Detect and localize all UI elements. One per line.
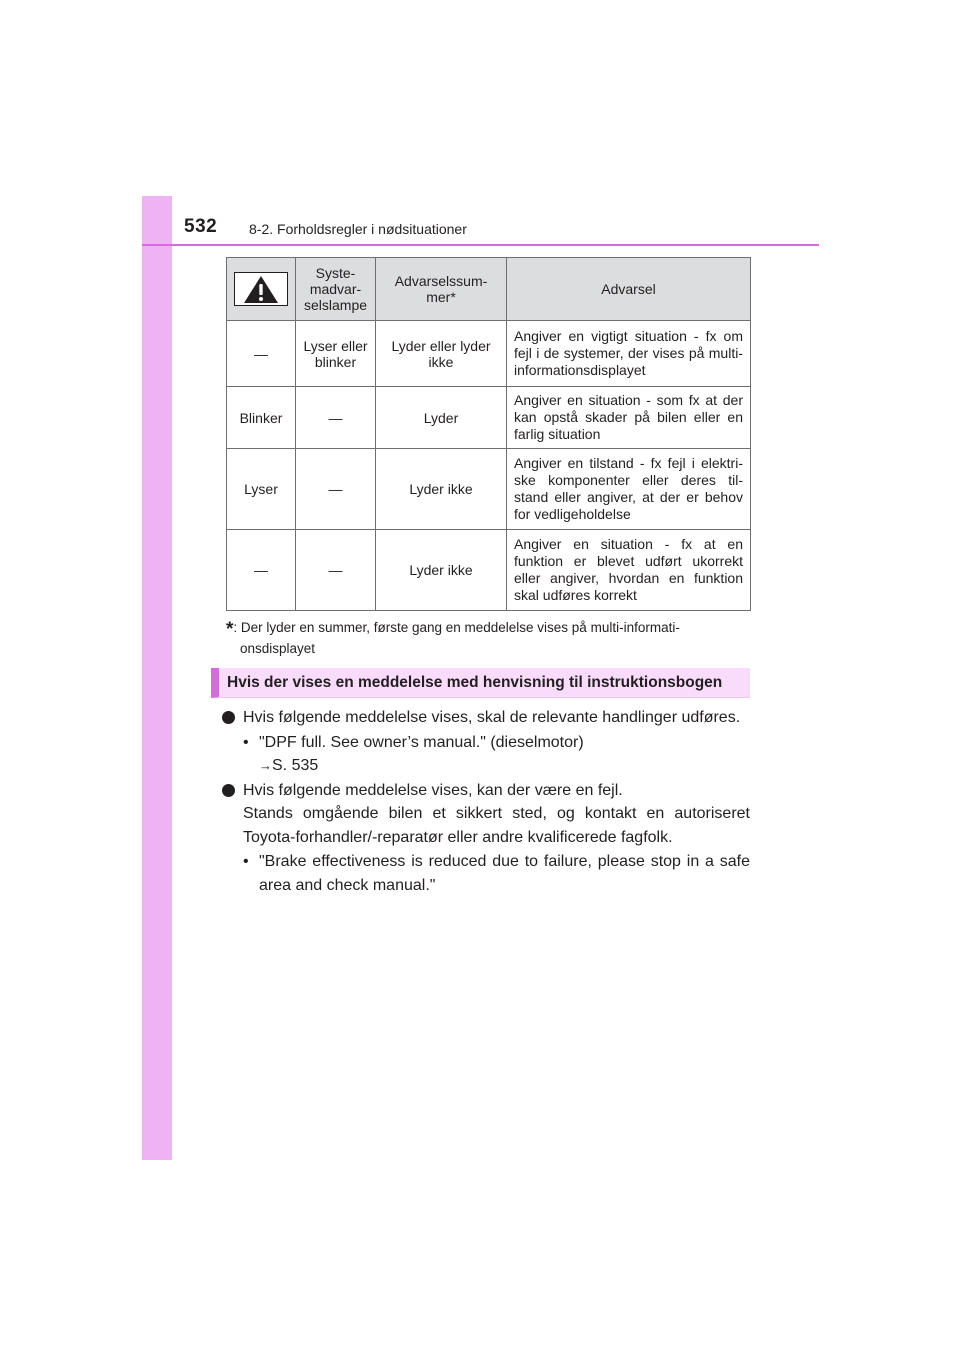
cell-indicator: — [296,530,376,611]
header-rule [142,244,819,246]
header-system-lamp: Syste- madvar- selslampe [296,258,376,321]
info-heading: Hvis der vises en meddelelse med henvisning til instruktionsbogen [227,674,723,691]
cell-lamp: Blinker [227,387,296,449]
reference-arrow-icon: → [259,758,272,773]
table-row [227,530,751,611]
sub-bullet-icon: • [243,733,249,751]
sub-bullet-icon: • [243,853,249,870]
footnote [226,618,750,658]
cell-warning: Angiver en situation - som fx at der kan opstå skader på bilen eller en farlig situation [507,387,751,449]
instructions-body [222,706,750,897]
bullet-text: Hvis følgende meddelelse vises, kan der være en fejl. [243,781,623,799]
footnote-continuation: onsdisplayet [240,641,316,656]
warning-table [226,257,751,611]
cell-indicator: — [296,387,376,449]
cell-warning: Angiver en tilstand - fx fejl i elektri-ske komponenter eller deres til-stand eller angiver, at der er behov for vedligeholdelse [507,449,751,530]
bullet-text-2: Stands omgående bilen et sikkert sted, og kontakt en autoriseret Toyota-forhandler/-reparatør eller andre kvalificerede fagfolk. [243,805,750,846]
warning-icon-cell [227,258,296,321]
bullet-dot-icon [222,711,235,724]
bullet-dot-icon [222,784,235,797]
sub-list-item [222,731,750,755]
table-header-row [227,258,751,321]
cell-buzzer: Lyder ikke [376,449,507,530]
sub-list-item [222,850,750,897]
cell-warning: Angiver en vigtigt situation - fx om fejl i de systemer, der vises på multi-informationsdisplayet [507,321,751,387]
table-row [227,449,751,530]
footnote-text: : Der lyder en summer, første gang en meddelelse vises på multi-informati- [233,620,680,635]
cell-indicator: — [296,449,376,530]
page-reference [222,754,750,778]
message-text: "Brake effectiveness is reduced due to failure, please stop in a safe area and check manual." [259,853,750,894]
list-item [222,779,750,803]
cell-buzzer: Lyder ikke [376,530,507,611]
cell-buzzer: Lyder [376,387,507,449]
cell-warning: Angiver en situation - fx at en funktion er blevet udført ukorrekt eller angiver, hvordan en funktion skal udføres korrekt [507,530,751,611]
warning-triangle-icon [234,272,288,306]
header-warning: Advarsel [507,258,751,321]
cell-lamp: — [227,321,296,387]
page-number: 532 [184,216,218,237]
cell-buzzer: Lyder eller lyder ikke [376,321,507,387]
footnote-marker: * [226,619,234,640]
bullet-continuation [222,802,750,849]
cell-indicator: Lyser eller blinker [296,321,376,387]
cell-lamp: — [227,530,296,611]
reference-link[interactable]: S. 535 [272,757,319,774]
section-title: 8-2. Forholdsregler i nødsituationer [249,221,467,237]
info-heading-bar [211,668,750,698]
table-row [227,387,751,449]
table-row [227,321,751,387]
header-buzzer: Advarselssum- mer* [376,258,507,321]
sidebar-tab [142,196,172,1160]
message-text: "DPF full. See owner’s manual." (dieselmotor) [259,733,584,751]
cell-lamp: Lyser [227,449,296,530]
bullet-text: Hvis følgende meddelelse vises, skal de relevante handlinger udføres. [243,709,741,726]
list-item [222,706,750,730]
